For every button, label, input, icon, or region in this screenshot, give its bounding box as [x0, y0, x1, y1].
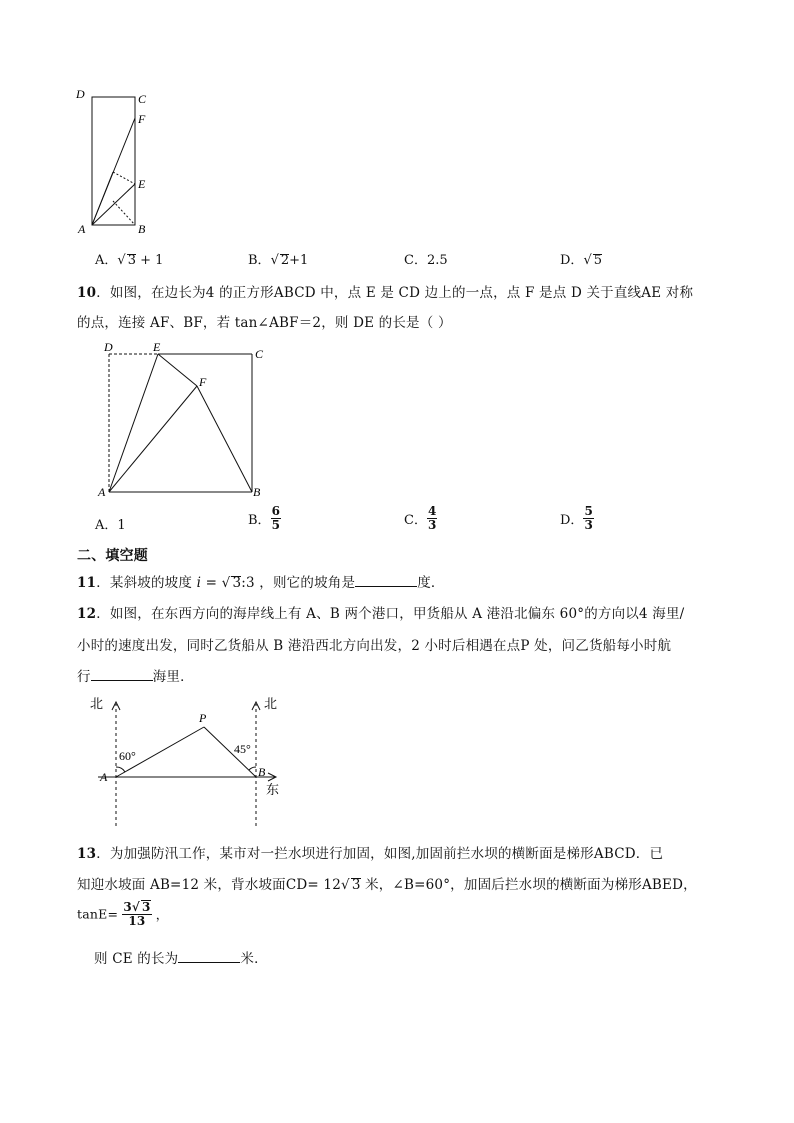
fig9-line-ae [92, 184, 135, 225]
fig12-label-a: A [100, 770, 108, 784]
q9-option-c[interactable]: C．2.5 [404, 253, 448, 268]
fig9-label-b: B [138, 222, 146, 236]
fig9-label-f: F [138, 112, 146, 126]
q13-line3: tanE= $\frac{3√ 3}{13}$ ， [77, 900, 169, 928]
q10-number: 10 [77, 285, 97, 301]
q10-line2: 的点，连接 AF、BF，若 tan∠ABF＝2，则 DE 的长是（ ） [77, 315, 452, 331]
q13-line4: 则 CE 的长为 米． [94, 951, 268, 967]
q13-answer-blank[interactable] [178, 950, 240, 963]
fig10-label-d: D [104, 340, 113, 354]
figure-q9 [70, 85, 170, 240]
section-title: 二、填空题 [77, 548, 148, 564]
fig10-line-af [109, 386, 197, 492]
fig9-fold-line [92, 172, 113, 225]
fig12-angle-arc-a [116, 767, 125, 772]
fig12-angle-60: 60° [119, 749, 136, 763]
fig12-east-label: 东 [266, 782, 280, 797]
fig12-north-left: 北 [90, 696, 104, 711]
q11-answer-blank[interactable] [355, 574, 417, 587]
q13-line1: 13．为加强防汛工作，某市对一拦水坝进行加固，如图,加固前拦水坝的横断面是梯形ABCD．已 [77, 846, 664, 862]
fig9-rectangle [92, 97, 135, 225]
fig10-label-f: F [199, 375, 207, 389]
fig10-label-e: E [153, 340, 161, 354]
q10-option-a[interactable]: A．1 [95, 518, 126, 533]
fig10-line-fb [197, 386, 252, 492]
figure-q12 [88, 690, 298, 830]
q12-line2: 小时的速度出发，同时乙货船从 B 港沿西北方向出发，2 小时后相遇在点P 处，问乙货船每小时航 [77, 638, 672, 654]
fig10-label-b: B [253, 485, 261, 499]
q9-option-d[interactable]: D．√ 5 [560, 253, 603, 268]
q10-line1: 10．如图，在边长为4 的正方形ABCD 中，点 E 是 CD 边上的一点，点 F 是点 D 关于直线AE 对称 [77, 285, 694, 301]
q12-number: 12 [77, 606, 97, 622]
fig12-label-p: P [199, 711, 207, 725]
q12-line3: 行 海里． [77, 669, 194, 685]
fig9-label-e: E [138, 177, 146, 191]
fig9-label-a: A [78, 222, 86, 236]
fig10-line-ef [158, 354, 197, 386]
q10-option-d[interactable]: D． $\frac{5}{3}$ [560, 504, 593, 532]
fig12-angle-arc-b [249, 767, 256, 770]
q11-number: 11 [77, 575, 97, 591]
fig12-angle-45: 45° [234, 742, 251, 756]
q11-line: 11．某斜坡的坡度 i = √ 3:3 ，则它的坡角是 度． [77, 575, 445, 591]
fig9-label-d: D [76, 87, 85, 101]
q10-option-c[interactable]: C． $\frac{4}{3}$ [404, 504, 437, 532]
q10-option-b[interactable]: B． $\frac{6}{5}$ [248, 504, 280, 532]
fig9-dashed-2 [113, 201, 135, 225]
fig12-north-right: 北 [264, 696, 278, 711]
fig9-dashed-1 [113, 172, 135, 184]
fig10-label-a: A [98, 485, 106, 499]
fig10-label-c: C [255, 347, 264, 361]
q9-option-b[interactable]: B．√ 2+1 [248, 253, 309, 268]
q12-line1: 12．如图，在东西方向的海岸线上有 A、B 两个港口，甲货船从 A 港沿北偏东 60°的方向以4 海里/ [77, 606, 685, 622]
fig10-line-ae [109, 354, 158, 492]
q12-answer-blank[interactable] [91, 668, 153, 681]
fig9-label-c: C [138, 92, 147, 106]
fig12-label-b: B [258, 765, 266, 779]
q13-number: 13 [77, 846, 97, 862]
figure-q10 [92, 338, 282, 503]
q13-line2: 知迎水坡面 AB=12 米，背水坡面CD= 12√ 3 米，∠B=60°，加固后拦水坝的横断面为梯形ABED， [77, 877, 697, 893]
q9-option-a[interactable]: A．√ 3 + 1 [95, 253, 164, 268]
